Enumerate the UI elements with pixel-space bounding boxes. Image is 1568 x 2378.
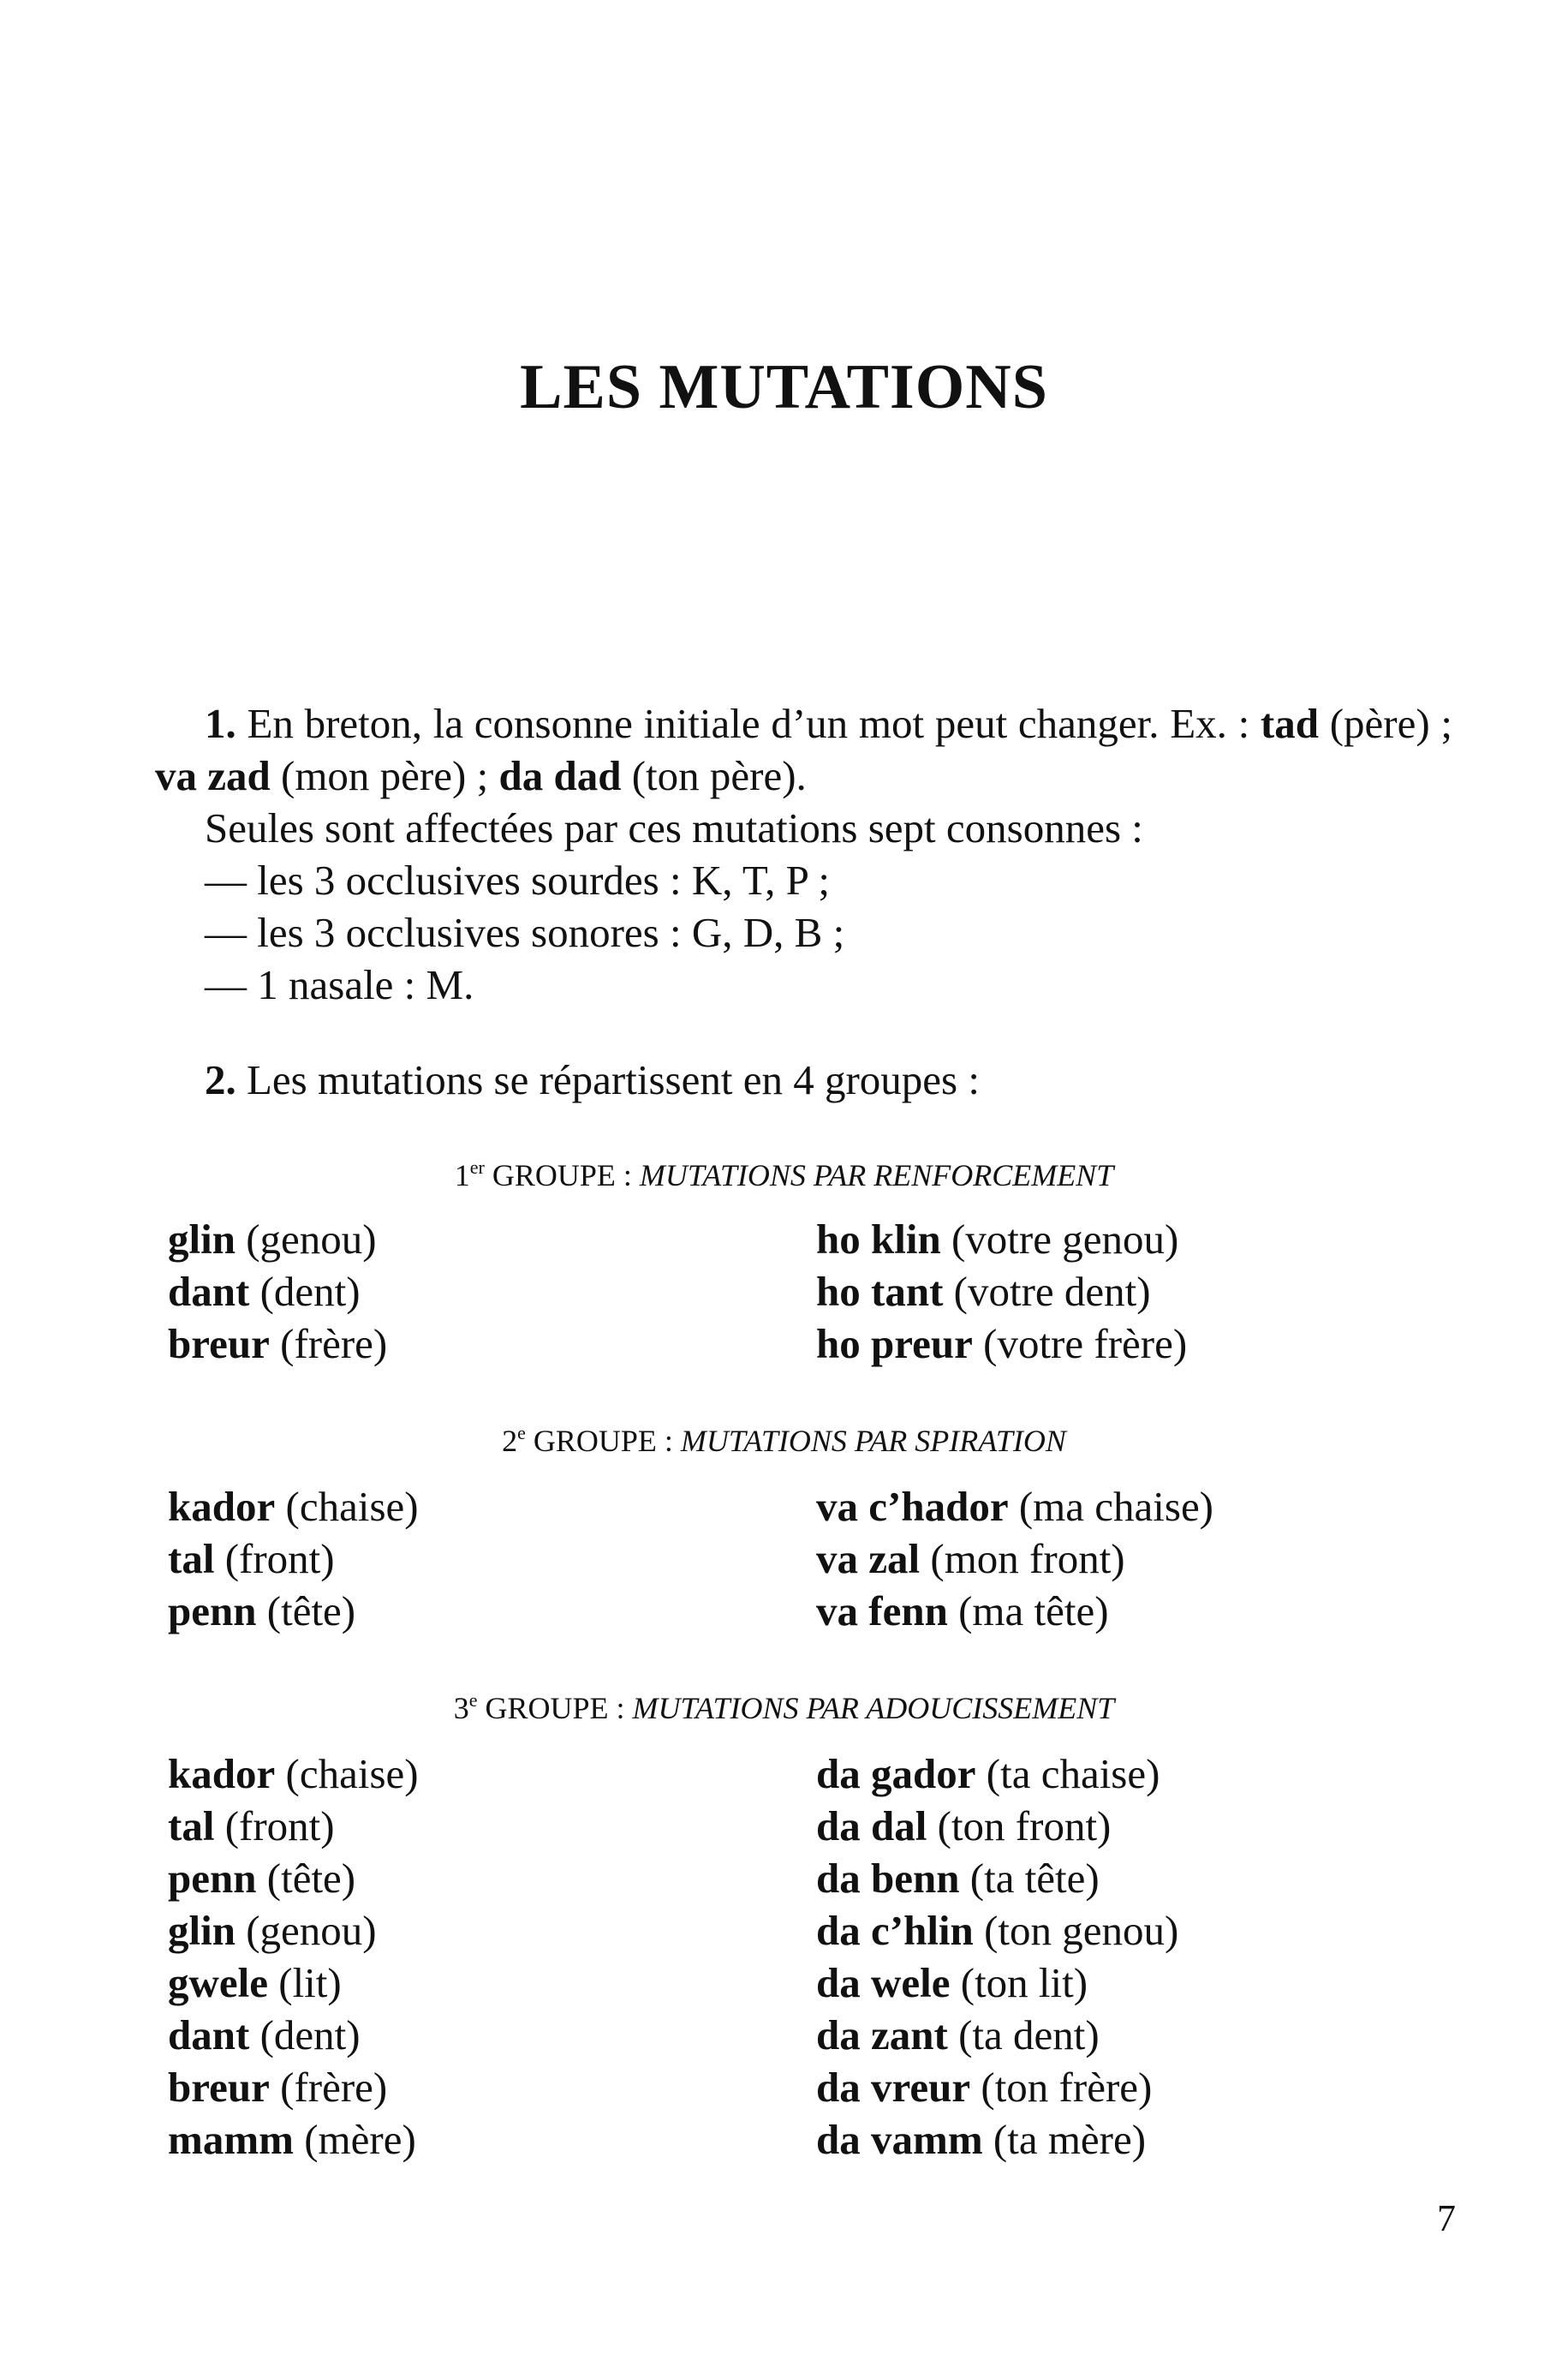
group-subtitle: MUTATIONS PAR ADOUCISSEMENT [632,1691,1115,1725]
french-gloss: (ton genou) [973,1907,1179,1954]
base-form [168,1585,816,1637]
breton-word: va fenn [816,1587,948,1634]
breton-word: va zal [816,1535,921,1582]
breton-word: da c’hlin [816,1907,974,1954]
french-gloss: (votre frère) [972,1320,1188,1367]
french-gloss: (front) [214,1535,335,1582]
breton-word: breur [168,2064,270,2111]
table-row [168,1213,1367,1265]
base-form [168,2009,816,2061]
table-row [168,1585,1367,1637]
base-form [168,1852,816,1904]
french-gloss: (frère) [269,1320,388,1367]
table-row [168,1533,1367,1585]
breton-word: kador [168,1483,276,1530]
table-row [168,1480,1367,1533]
consonant-line: — les 3 occlusives sonores : G, D, B ; [205,909,845,956]
group-ordinal: e [468,1689,478,1711]
table-row [168,1800,1367,1852]
french-gloss: (mère) [293,2116,416,2163]
example-word: da dad [498,752,622,799]
french-gloss: (ma chaise) [1008,1483,1214,1530]
breton-word: mamm [168,2116,294,2163]
mutated-form [816,1904,1178,1957]
table-row [168,1904,1367,1957]
consonant-line: — 1 nasale : M. [205,961,474,1008]
french-gloss: (ta mère) [982,2116,1147,2163]
table-row [168,2113,1367,2166]
group-heading [0,1156,1568,1194]
base-form [168,1317,816,1370]
group-number: 3 [453,1691,469,1725]
group-ordinal: er [469,1156,485,1178]
french-gloss: (genou) [235,1216,377,1263]
breton-word: da gador [816,1750,976,1797]
section-2-number: 2. [205,1056,236,1103]
example-gloss: (père) ; [1319,700,1452,747]
group-3-table [168,1748,1367,2166]
section-1-paragraph [155,697,1452,802]
mutated-form [816,1748,1160,1800]
base-form [168,1265,816,1317]
french-gloss: (ton lit) [950,1959,1088,2006]
group-number: 2 [502,1424,518,1458]
breton-word: da benn [816,1855,960,1902]
breton-word: da vreur [816,2064,971,2111]
breton-word: da dal [816,1802,927,1849]
section-2 [155,1054,1452,1106]
breton-word: dant [168,2011,250,2058]
breton-word: tal [168,1802,215,1849]
breton-word: kador [168,1750,276,1797]
french-gloss: (ta chaise) [975,1750,1160,1797]
base-form [168,1533,816,1585]
breton-word: tal [168,1535,215,1582]
french-gloss: (chaise) [275,1483,419,1530]
mutated-form [816,1213,1178,1265]
french-gloss: (ton frère) [970,2064,1153,2111]
french-gloss: (ton front) [927,1802,1112,1849]
french-gloss: (frère) [269,2064,388,2111]
section-1-text: En breton, la consonne initiale d’un mot peut changer. Ex. : [235,700,1261,747]
mutated-form [816,2009,1100,2061]
french-gloss: (tête) [256,1855,356,1902]
group-1-table [168,1213,1367,1370]
mutated-form [816,1480,1213,1533]
section-2-text: Les mutations se répartissent en 4 groupes : [235,1056,980,1103]
french-gloss: (front) [214,1802,335,1849]
section-2-paragraph [155,1054,1452,1106]
group-subtitle: MUTATIONS PAR SPIRATION [680,1424,1066,1458]
group-heading [0,1422,1568,1460]
breton-word: penn [168,1855,257,1902]
base-form [168,1800,816,1852]
table-row [168,1852,1367,1904]
breton-word: dant [168,1268,250,1315]
group-label: GROUPE : [525,1424,681,1458]
mutated-form [816,2061,1152,2113]
mutated-form [816,1957,1088,2009]
group-subtitle: MUTATIONS PAR RENFORCEMENT [639,1158,1114,1192]
french-gloss: (mon front) [920,1535,1125,1582]
breton-word: gwele [168,1959,268,2006]
breton-word: va c’hador [816,1483,1009,1530]
group-label: GROUPE : [484,1158,640,1192]
mutated-form [816,2113,1146,2166]
base-form [168,1957,816,2009]
group-number: 1 [454,1158,470,1192]
french-gloss: (ma tête) [947,1587,1109,1634]
breton-word: da vamm [816,2116,983,2163]
breton-word: penn [168,1587,257,1634]
mutated-form [816,1265,1151,1317]
consonant-line: — les 3 occlusives sourdes : K, T, P ; [205,857,830,904]
french-gloss: (dent) [249,2011,361,2058]
base-form [168,1213,816,1265]
french-gloss: (dent) [249,1268,361,1315]
breton-word: ho preur [816,1320,973,1367]
table-row [168,1317,1367,1370]
breton-word: ho tant [816,1268,944,1315]
mutated-form [816,1800,1111,1852]
example-word: tad [1260,700,1319,747]
page-number: 7 [1437,2197,1456,2239]
base-form [168,1748,816,1800]
breton-word: glin [168,1907,235,1954]
french-gloss: (genou) [235,1907,377,1954]
group-heading [0,1689,1568,1727]
group-ordinal: e [517,1422,526,1443]
consonant-intro: Seules sont affectées par ces mutations sept consonnes : [205,804,1143,851]
french-gloss: (ta dent) [947,2011,1100,2058]
example-gloss: (ton père). [621,752,807,799]
example-word: va zad [155,752,271,799]
breton-word: da wele [816,1959,951,2006]
breton-word: ho klin [816,1216,941,1263]
breton-word: breur [168,1320,270,1367]
mutated-form [816,1585,1109,1637]
table-row [168,1957,1367,2009]
base-form [168,2061,816,2113]
group-label: GROUPE : [477,1691,633,1725]
french-gloss: (votre genou) [940,1216,1179,1263]
section-1 [155,697,1452,1011]
mutated-form [816,1852,1100,1904]
table-row [168,2061,1367,2113]
table-row [168,1265,1367,1317]
french-gloss: (ta tête) [959,1855,1100,1902]
french-gloss: (lit) [268,1959,342,2006]
base-form [168,1904,816,1957]
page-title: LES MUTATIONS [520,352,1048,422]
table-row [168,1748,1367,1800]
breton-word: da zant [816,2011,948,2058]
breton-word: glin [168,1216,235,1263]
base-form [168,1480,816,1533]
section-1-number: 1. [205,700,236,747]
group-2-table [168,1480,1367,1637]
table-row [168,2009,1367,2061]
base-form [168,2113,816,2166]
mutated-form [816,1317,1187,1370]
example-gloss: (mon père) ; [270,752,499,799]
french-gloss: (tête) [256,1587,356,1634]
french-gloss: (votre dent) [943,1268,1151,1315]
mutated-form [816,1533,1125,1585]
french-gloss: (chaise) [275,1750,419,1797]
